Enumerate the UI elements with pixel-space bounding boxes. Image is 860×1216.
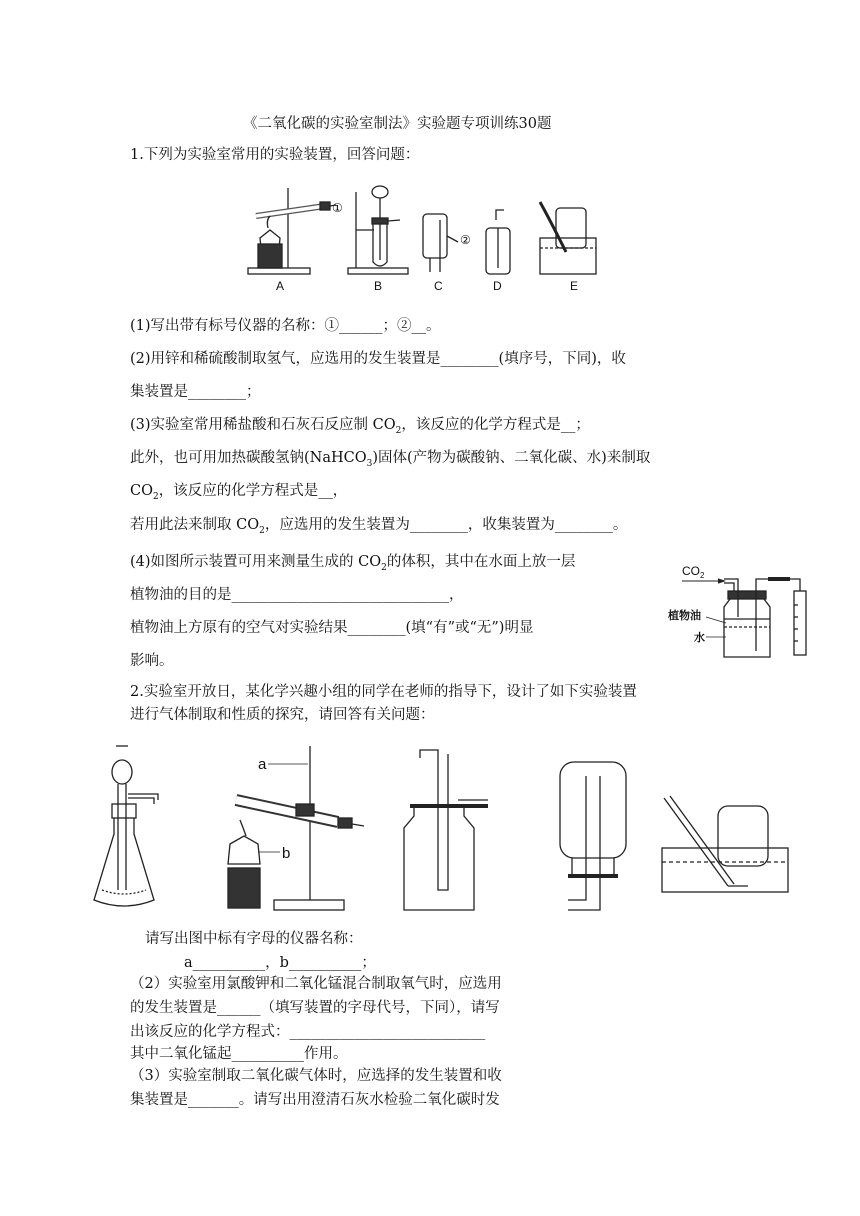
- q1-p3c-post: ，该反应的化学方程式是__，: [158, 483, 348, 499]
- q1-p4a-pre: (4)如图所示装置可用来测量生成的 CO: [130, 554, 382, 570]
- q1-p3a-pre: (3)实验室常用稀盐酸和石灰石反应制 CO: [130, 417, 396, 433]
- fig-mark-2: ②: [460, 233, 471, 247]
- apparatus-e: [540, 202, 596, 274]
- q2-part3-line1: （3）实验室制取二氧化碳气体时，应选择的发生装置和收: [130, 1068, 502, 1084]
- q2-part2-line1: （2）实验室用氯酸钾和二氧化锰混合制取氧气时，应选用: [130, 976, 502, 992]
- q1-p3b-pre: 此外，也可用加热碳酸氢钠(NaHCO: [130, 450, 367, 466]
- q2-part2-line4: 其中二氧化锰起__________作用。: [130, 1046, 348, 1062]
- apparatus-c: [423, 214, 458, 272]
- co2-volume-figure: [668, 555, 828, 665]
- q1-part1: (1)写出带有标号仪器的名称：①______；②__。: [130, 318, 441, 334]
- q1-part3-line2: 此外，也可用加热碳酸氢钠(NaHCO$_3$)固体(产物为碳酸钠、二氧化碳、水)来制取: [130, 450, 651, 469]
- fig-label-e: E: [570, 279, 579, 293]
- q2-part2-line2: 的发生装置是______（填写装置的字母代号，下同），请写: [130, 1000, 500, 1016]
- q2-stem-line2: 进行气体制取和性质的探究，请回答有关问题：: [130, 707, 435, 723]
- q2-stem-line1: 2.实验室开放日，某化学兴趣小组的同学在老师的指导下，设计了如下实验装置: [130, 684, 637, 700]
- q1-p3b-post: )固体(产物为碳酸钠、二氧化碳、水)来制取: [372, 450, 651, 466]
- apparatus-a: [248, 188, 336, 274]
- q1-p3a-post: ，该反应的化学方程式是__；: [401, 417, 590, 433]
- q1-part2-line1: (2)用锌和稀硫酸制取氢气，应选用的发生装置是________(填序号，下同)，收: [130, 351, 626, 367]
- apparatus-b: [348, 186, 408, 274]
- label-a: a: [258, 756, 267, 773]
- co2-label: $CO_2$: [682, 564, 705, 580]
- water-trough: [662, 796, 788, 892]
- q1-part4-line1: (4)如图所示装置可用来测量生成的 $CO_2$的体积，其中在水面上放一层: [130, 554, 576, 573]
- q1-p3d-pre: 若用此法来制取 CO: [130, 517, 260, 533]
- flask-apparatus: [94, 746, 158, 906]
- page-title: 《二氧化碳的实验室制法》实验题专项训练30题: [243, 116, 552, 132]
- q2-part3-line2: 集装置是_______。请写出用澄清石灰水检验二氧化碳时发: [130, 1092, 500, 1108]
- fig-mark-1: ①: [332, 201, 343, 215]
- q1-apparatus-figure: [240, 180, 600, 295]
- fig-label-a: A: [276, 279, 285, 293]
- q2-part1-blanks: a__________，b__________；: [184, 955, 376, 971]
- q1-part4-line3: 植物油上方原有的空气对实验结果________(填“有”或“无”)明显: [130, 620, 534, 636]
- q1-p3d-post: ，应选用的发生装置为________，收集装置为________。: [264, 517, 628, 533]
- apparatus-d: [486, 210, 510, 274]
- q2-part2-line3: 出该反应的化学方程式：___________________________: [130, 1024, 486, 1040]
- q1-part4-line2: 植物油的目的是______________________________，: [130, 587, 464, 603]
- q1-part3-line3: $CO_2$，该反应的化学方程式是__，: [130, 483, 348, 502]
- upright-bottle: [404, 750, 488, 910]
- water-label: 水: [694, 632, 705, 644]
- fig-label-d: D: [493, 279, 502, 293]
- q1-p3c-pre: CO: [130, 483, 153, 499]
- q1-p4a-post: 的体积，其中在水面上放一层: [386, 554, 576, 570]
- q1-part4-line4: 影响。: [130, 653, 174, 669]
- stand-apparatus: [228, 746, 364, 910]
- fig-label-c: C: [434, 279, 443, 293]
- oil-label: 植物油: [668, 610, 701, 622]
- q1-part3-line1: (3)实验室常用稀盐酸和石灰石反应制 $CO_2$，该反应的化学方程式是__；: [130, 417, 590, 436]
- inverted-bottle: [560, 762, 626, 910]
- q1-part3-line4: 若用此法来制取 $CO_2$，应选用的发生装置为________，收集装置为________。: [130, 517, 628, 536]
- label-b: b: [282, 845, 291, 862]
- q2-part1: 请写出图中标有字母的仪器名称：: [145, 931, 363, 947]
- q1-stem: 1.下列为实验室常用的实验装置，回答问题：: [130, 147, 420, 163]
- fig-label-b: B: [374, 279, 383, 293]
- q1-part2-line2: 集装置是________；: [130, 384, 261, 400]
- q2-apparatus-figure: [88, 740, 798, 920]
